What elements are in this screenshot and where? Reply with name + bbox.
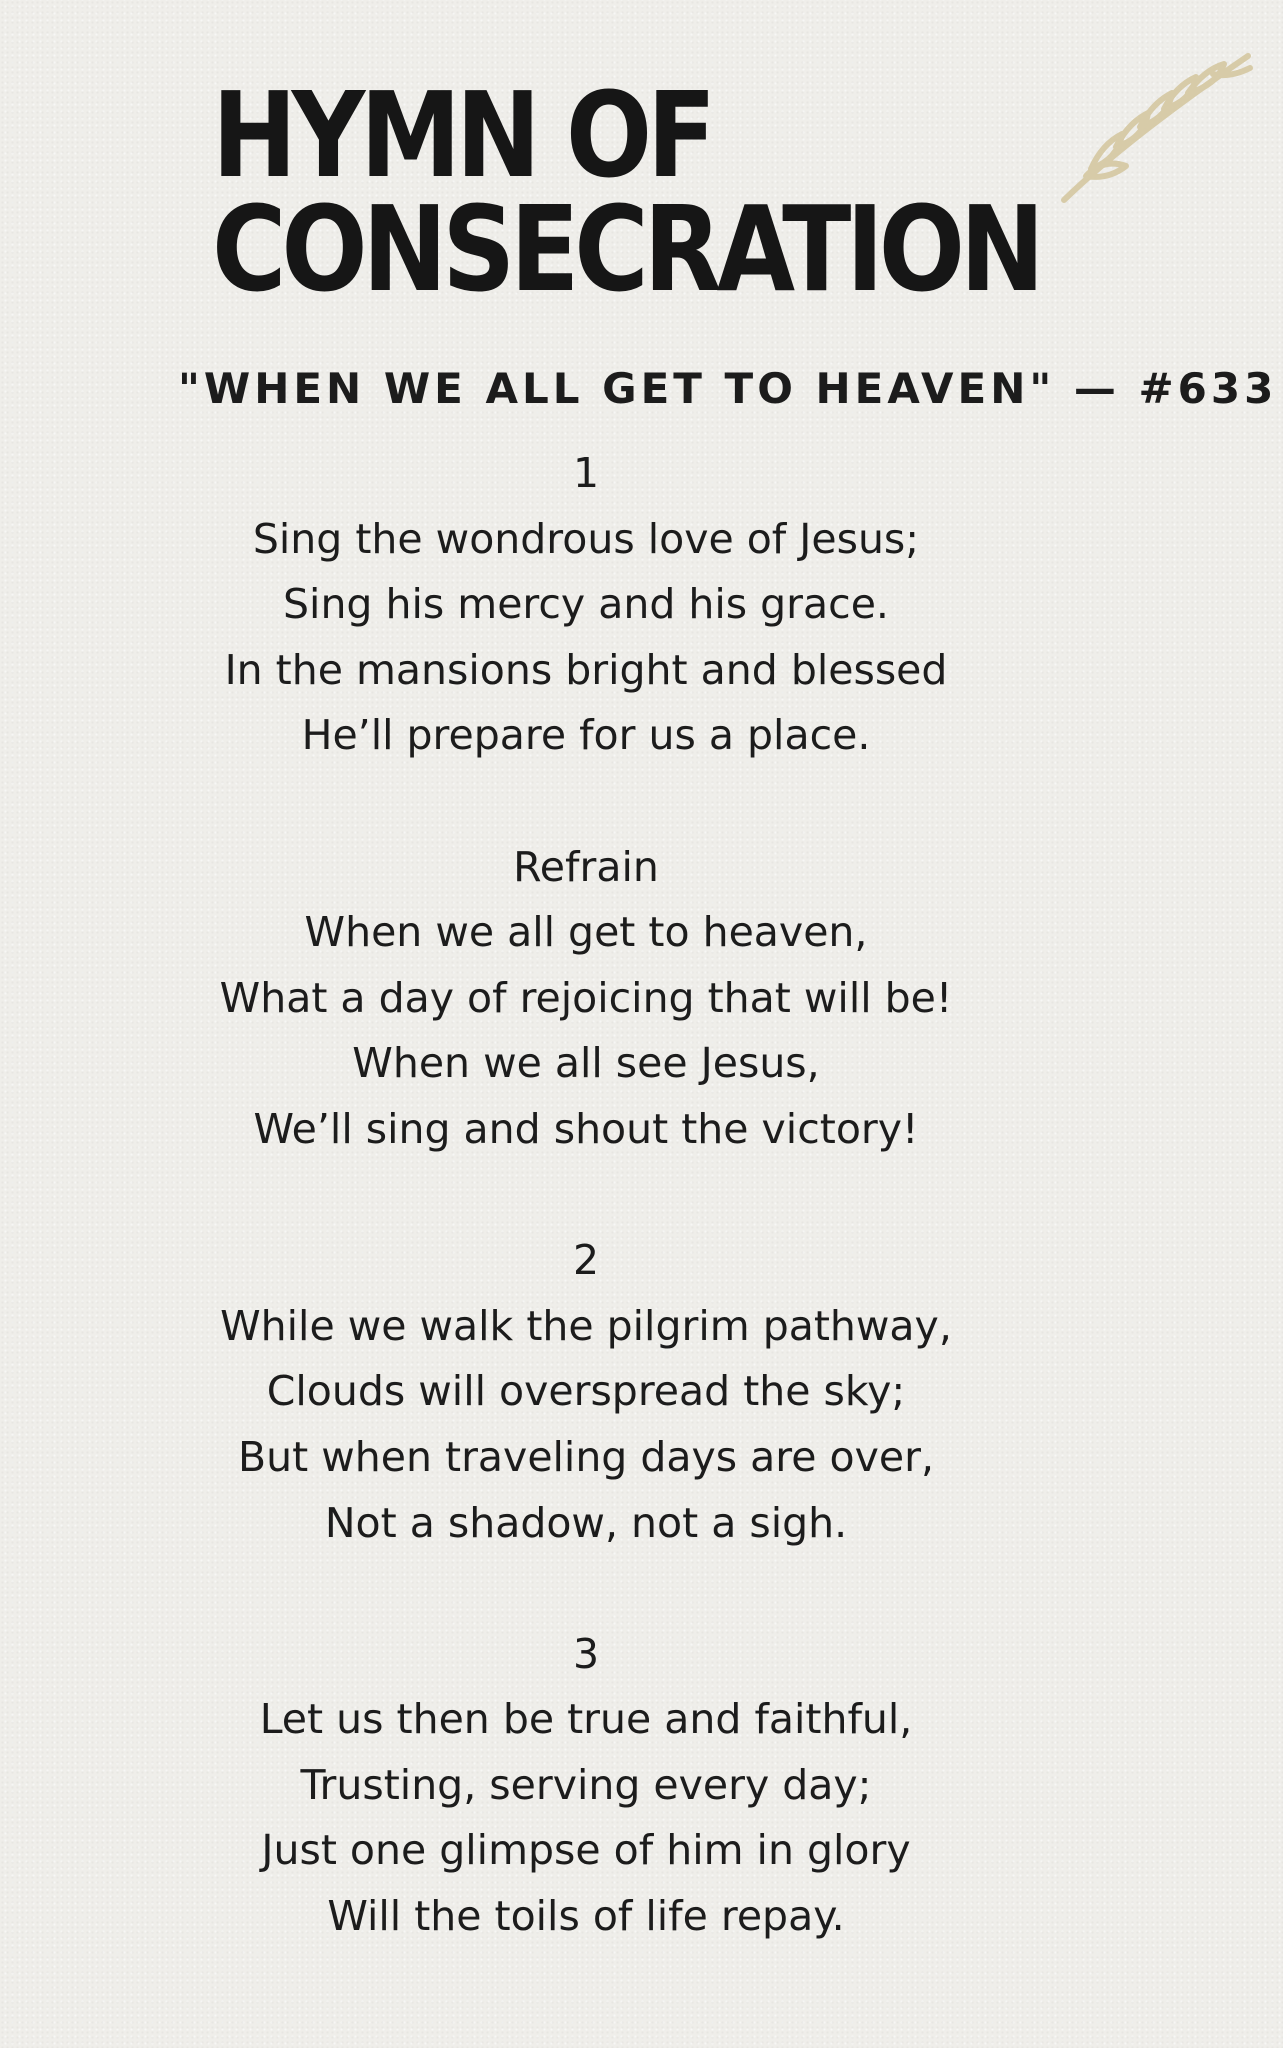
lyric-line: Sing his mercy and his grace. <box>283 580 889 629</box>
lyric-line: What a day of rejoicing that will be! <box>219 973 953 1022</box>
lyric-line: Trusting, serving every day; <box>300 1760 872 1809</box>
page-title <box>212 66 1040 318</box>
lyric-line: Let us then be true and faithful, <box>259 1695 913 1744</box>
lyric-line: But when traveling days are over, <box>238 1432 934 1481</box>
lyric-line: Just one glimpse of him in glory <box>261 1826 911 1875</box>
lyric-line: He’ll prepare for us a place. <box>301 711 871 760</box>
title-line-2: CONSECRATION <box>212 180 1040 318</box>
wheat-sprig-icon <box>1058 48 1258 208</box>
lyric-line: When we all see Jesus, <box>352 1039 820 1088</box>
stanza-number: 2 <box>572 1236 600 1285</box>
lyric-line: Will the toils of life repay. <box>327 1892 845 1941</box>
refrain-label: Refrain <box>513 842 659 891</box>
stanza-number: 1 <box>572 449 600 497</box>
lyric-line: We’ll sing and shout the victory! <box>253 1104 919 1153</box>
stanza-2 <box>86 1228 1086 1556</box>
title-line-1: HYMN OF <box>212 66 712 204</box>
stanza-number: 3 <box>572 1629 600 1678</box>
stanza-3 <box>86 1622 1086 1950</box>
lyric-line: Clouds will overspread the sky; <box>266 1367 906 1416</box>
lyrics <box>86 441 1086 1950</box>
hymn-subtitle: "WHEN WE ALL GET TO HEAVEN" — #633 <box>178 364 1278 413</box>
stanza-1 <box>86 441 1086 769</box>
lyric-line: While we walk the pilgrim pathway, <box>220 1301 952 1350</box>
lyric-line: Sing the wondrous love of Jesus; <box>252 514 920 563</box>
lyric-line: When we all get to heaven, <box>304 908 868 957</box>
lyric-line: In the mansions bright and blessed <box>224 645 948 694</box>
stanza-refrain <box>86 835 1086 1163</box>
lyric-line: Not a shadow, not a sigh. <box>324 1498 848 1547</box>
